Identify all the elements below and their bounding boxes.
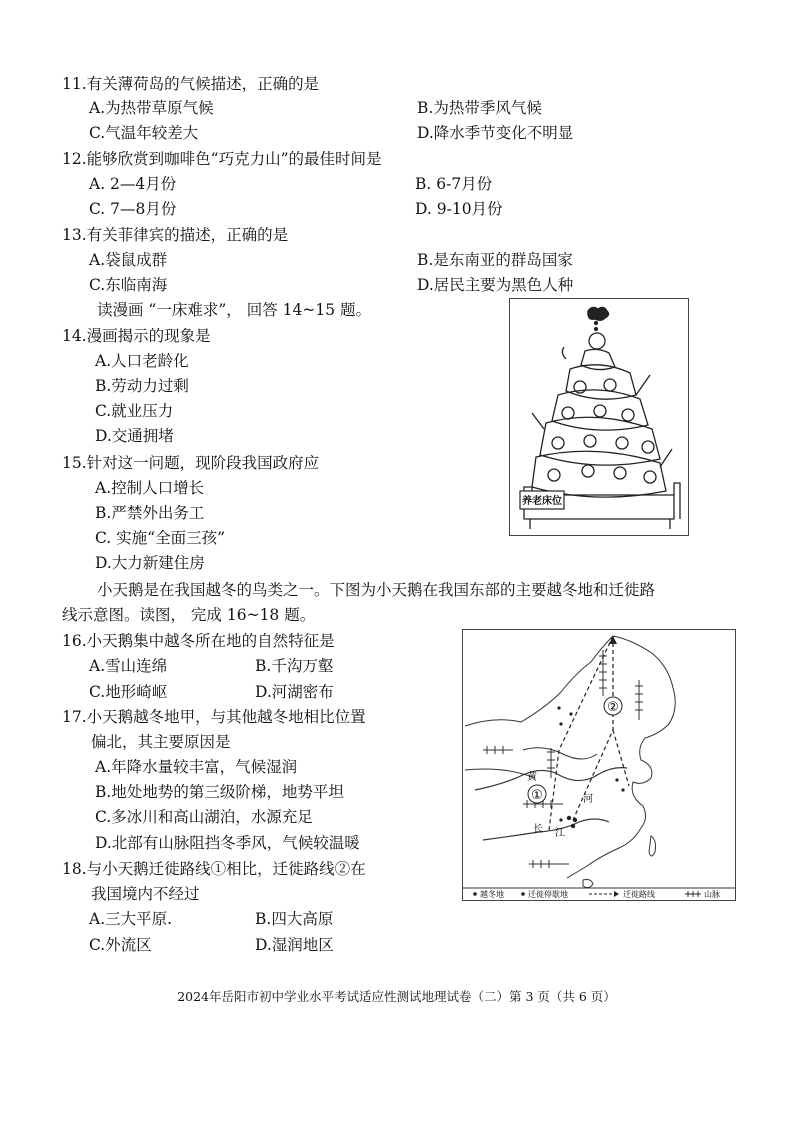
q13-option-a[interactable]: A.袋鼠成群 — [89, 251, 168, 269]
q14-option-c[interactable]: C.就业压力 — [95, 402, 174, 420]
q13-option-c[interactable]: C.东临南海 — [89, 276, 168, 294]
q18-option-a[interactable]: A.三大平原. — [89, 910, 173, 928]
q13-option-b[interactable]: B.是东南亚的群岛国家 — [417, 251, 573, 269]
legend-stopover: 迁徙停歇地 — [528, 890, 568, 899]
q12-stem: 12.能够欣赏到咖啡色“巧克力山”的最佳时间是 — [62, 150, 382, 168]
q14-option-a[interactable]: A.人口老龄化 — [95, 352, 189, 370]
q11-stem: 11.有关薄荷岛的气候描述，正确的是 — [62, 75, 320, 93]
q12-option-a[interactable]: A. 2—4月份 — [89, 175, 177, 193]
q16-option-d[interactable]: D.河湖密布 — [255, 683, 334, 701]
q12-option-d[interactable]: D. 9-10月份 — [415, 200, 503, 218]
q18-option-d[interactable]: D.湿润地区 — [255, 936, 334, 954]
map-label-he: 河 — [583, 794, 593, 805]
q11-option-b[interactable]: B.为热带季风气候 — [417, 99, 542, 117]
page-footer: 2024年岳阳市初中学业水平考试适应性测试地理试卷（二）第 3 页（共 6 页） — [177, 989, 616, 1004]
legend-mountain: 山脉 — [704, 890, 720, 899]
route-1-label: ① — [531, 788, 543, 803]
q16-option-a[interactable]: A.雪山连绵 — [89, 657, 168, 675]
cartoon-drawing — [510, 299, 688, 535]
q17-stem-line1: 17.小天鹅越冬地甲，与其他越冬地相比位置 — [62, 708, 366, 726]
q16-option-b[interactable]: B.千沟万壑 — [255, 657, 334, 675]
cartoon-bed-label: 养老床位 — [522, 496, 562, 507]
q18-stem-line2: 我国境内不经过 — [91, 885, 200, 903]
q11-option-c[interactable]: C.气温年较差大 — [89, 124, 199, 142]
legend-wintering: 越冬地 — [480, 890, 504, 899]
q17-stem-line2: 偏北，其主要原因是 — [91, 733, 231, 751]
q14-option-b[interactable]: B.劳动力过剩 — [95, 377, 189, 395]
q13-stem: 13.有关菲律宾的描述，正确的是 — [62, 226, 289, 244]
q18-option-b[interactable]: B.四大高原 — [255, 910, 334, 928]
q18-option-c[interactable]: C.外流区 — [89, 936, 152, 954]
q15-stem: 15.针对这一问题，现阶段我国政府应 — [62, 454, 320, 472]
map-drawing — [463, 630, 735, 900]
intro-16-18-line1: 小天鹅是在我国越冬的鸟类之一。下图为小天鹅在我国东部的主要越冬地和迁徙路 — [97, 581, 656, 599]
map-label-huang: 黄 — [527, 772, 537, 783]
q12-option-b[interactable]: B. 6-7月份 — [415, 175, 493, 193]
q15-option-b[interactable]: B.严禁外出务工 — [95, 504, 205, 522]
q17-option-d[interactable]: D.北部有山脉阻挡冬季风，气候较温暖 — [95, 834, 360, 852]
q14-option-d[interactable]: D.交通拥堵 — [95, 427, 174, 445]
q15-option-c[interactable]: C. 实施“全面三孩” — [95, 529, 226, 547]
q16-stem: 16.小天鹅集中越冬所在地的自然特征是 — [62, 632, 335, 650]
q16-option-c[interactable]: C.地形崎岖 — [89, 683, 168, 701]
q13-option-d[interactable]: D.居民主要为黑色人种 — [417, 276, 574, 294]
q15-option-d[interactable]: D.大力新建住房 — [95, 554, 205, 572]
q17-option-c[interactable]: C.多冰川和高山湖泊，水源充足 — [95, 808, 313, 826]
q17-option-a[interactable]: A.年降水量较丰富，气候湿润 — [95, 758, 298, 776]
intro-14-15: 读漫画 “一床难求”， 回答 14~15 题。 — [97, 301, 371, 319]
legend-route: 迁徙路线 — [623, 890, 655, 899]
cartoon-figure — [509, 298, 689, 536]
q14-stem: 14.漫画揭示的现象是 — [62, 327, 211, 345]
q11-option-a[interactable]: A.为热带草原气候 — [89, 99, 214, 117]
map-label-chang: 长 — [533, 824, 543, 835]
migration-map — [462, 629, 736, 901]
map-label-jiang: 江 — [555, 828, 565, 839]
q15-option-a[interactable]: A.控制人口增长 — [95, 479, 205, 497]
q11-option-d[interactable]: D.降水季节变化不明显 — [417, 124, 574, 142]
intro-16-18-line2: 线示意图。读图， 完成 16~18 题。 — [62, 606, 316, 624]
q17-option-b[interactable]: B.地处地势的第三级阶梯，地势平坦 — [95, 783, 344, 801]
route-2-label: ② — [607, 700, 619, 715]
q12-option-c[interactable]: C. 7—8月份 — [89, 200, 177, 218]
q18-stem-line1: 18.与小天鹅迁徙路线①相比，迁徙路线②在 — [62, 860, 366, 878]
